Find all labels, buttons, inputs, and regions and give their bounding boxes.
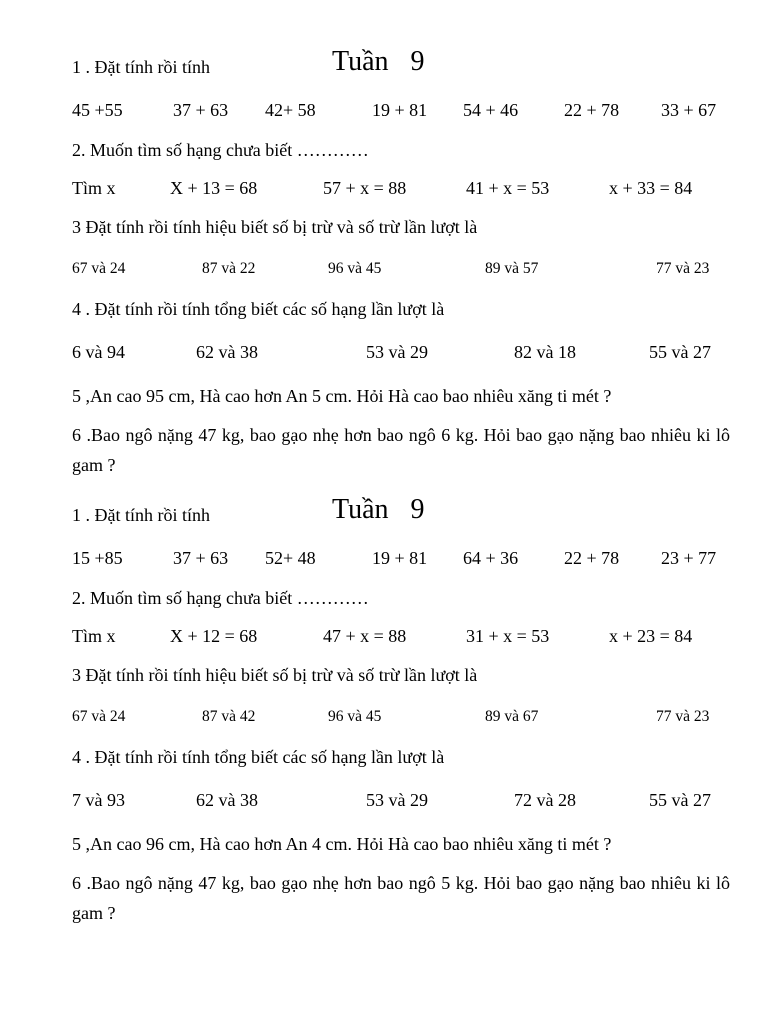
pair-item: 62 và 38 [196, 790, 258, 810]
week-title-text: Tuần [332, 494, 389, 525]
equation-item: 47 + x = 88 [323, 626, 407, 646]
calc-item: 33 + 67 [661, 100, 717, 120]
calc-item: 52+ 48 [265, 548, 316, 568]
find-x-prefix: Tìm x [72, 626, 116, 646]
calc-item: 54 + 46 [463, 100, 519, 120]
question-4-label: 4 . Đặt tính rồi tính tổng biết các số hạng lần lượt là [72, 299, 445, 319]
pair-item: 77 và 23 [656, 708, 710, 725]
equation-item: X + 12 = 68 [170, 626, 258, 646]
pair-item: 82 và 18 [514, 342, 576, 362]
pair-item: 53 và 29 [366, 342, 428, 362]
question-2-label: 2. Muốn tìm số hạng chưa biết ………… [72, 140, 369, 160]
week-title-text: Tuần [332, 46, 389, 77]
equation-item: 31 + x = 53 [466, 626, 550, 646]
pair-item: 55 và 27 [649, 342, 711, 362]
pair-item: 72 và 28 [514, 790, 576, 810]
pair-item: 89 và 57 [485, 260, 539, 277]
week-number: 9 [410, 494, 425, 525]
calc-item: 64 + 36 [463, 548, 519, 568]
calc-item: 19 + 81 [372, 548, 428, 568]
pair-item: 89 và 67 [485, 708, 539, 725]
question-5: 5 ,An cao 96 cm, Hà cao hơn An 4 cm. Hỏi Hà cao bao nhiêu xăng ti mét ? [72, 834, 612, 854]
equation-item: x + 23 = 84 [609, 626, 693, 646]
pair-item: 7 và 93 [72, 790, 125, 810]
pair-item: 87 và 42 [202, 708, 256, 725]
question-6: 6 .Bao ngô nặng 47 kg, bao gạo nhẹ hơn bao ngô 6 kg. Hỏi bao gạo nặng bao nhiêu ki lô gam ? [72, 425, 730, 475]
equation-item: x + 33 = 84 [609, 178, 693, 198]
question-2-label: 2. Muốn tìm số hạng chưa biết ………… [72, 588, 369, 608]
question-1-label: 1 . Đặt tính rồi tính [72, 57, 210, 77]
calc-item: 19 + 81 [372, 100, 428, 120]
question-1-label: 1 . Đặt tính rồi tính [72, 505, 210, 525]
week-number: 9 [410, 46, 425, 77]
pair-item: 96 và 45 [328, 708, 382, 725]
calc-item: 23 + 77 [661, 548, 717, 568]
pair-item: 87 và 22 [202, 260, 256, 277]
equation-item: 57 + x = 88 [323, 178, 407, 198]
question-4-label: 4 . Đặt tính rồi tính tổng biết các số hạng lần lượt là [72, 747, 445, 767]
question-6: 6 .Bao ngô nặng 47 kg, bao gạo nhẹ hơn bao ngô 5 kg. Hỏi bao gạo nặng bao nhiêu ki lô gam ? [72, 873, 730, 923]
equation-item: X + 13 = 68 [170, 178, 258, 198]
calc-item: 37 + 63 [173, 548, 229, 568]
question-3-label: 3 Đặt tính rồi tính hiệu biết số bị trừ và số trừ lần lượt là [72, 217, 478, 237]
pair-item: 53 và 29 [366, 790, 428, 810]
equation-item: 41 + x = 53 [466, 178, 550, 198]
pair-item: 67 và 24 [72, 708, 126, 725]
find-x-prefix: Tìm x [72, 178, 116, 198]
pair-item: 96 và 45 [328, 260, 382, 277]
calc-item: 15 +85 [72, 548, 123, 568]
calc-item: 37 + 63 [173, 100, 229, 120]
question-3-label: 3 Đặt tính rồi tính hiệu biết số bị trừ và số trừ lần lượt là [72, 665, 478, 685]
pair-item: 67 và 24 [72, 260, 126, 277]
calc-item: 42+ 58 [265, 100, 316, 120]
calc-item: 22 + 78 [564, 100, 620, 120]
pair-item: 77 và 23 [656, 260, 710, 277]
calc-item: 45 +55 [72, 100, 123, 120]
pair-item: 62 và 38 [196, 342, 258, 362]
calc-item: 22 + 78 [564, 548, 620, 568]
pair-item: 6 và 94 [72, 342, 125, 362]
pair-item: 55 và 27 [649, 790, 711, 810]
question-5: 5 ,An cao 95 cm, Hà cao hơn An 5 cm. Hỏi Hà cao bao nhiêu xăng ti mét ? [72, 386, 612, 406]
